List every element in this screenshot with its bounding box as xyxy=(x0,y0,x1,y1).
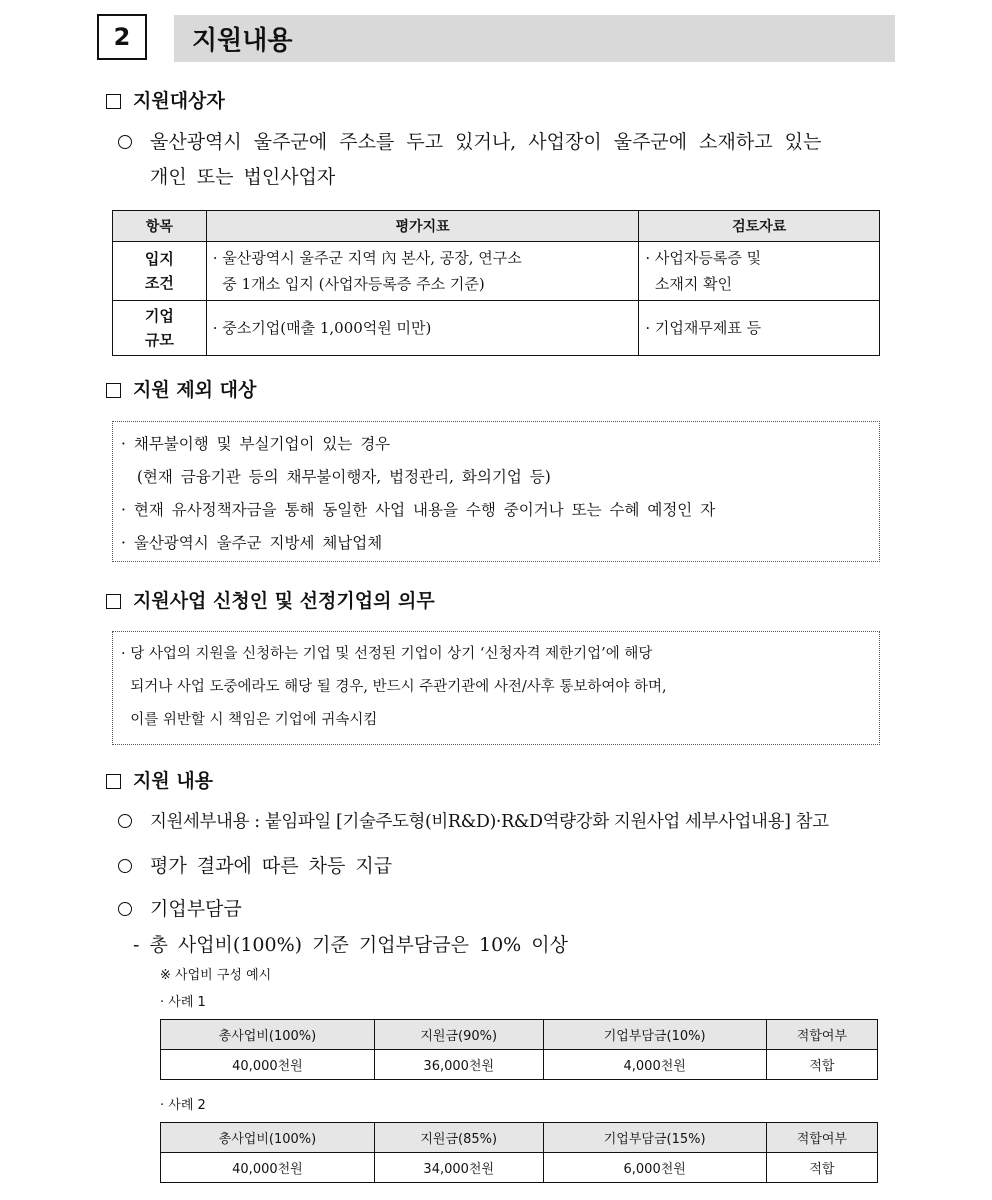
support-bullet-text: 평가 결과에 따른 차등 지급 xyxy=(150,855,393,877)
table-header-cell: 총사업비(100%) xyxy=(161,1123,375,1153)
case-label: · 사례 2 xyxy=(160,1098,206,1113)
item-line: 입지 xyxy=(144,250,174,268)
table-row xyxy=(113,242,880,301)
eligibility-bullet-line2: 개인 또는 법인사업자 xyxy=(150,166,336,188)
table-cell: 34,000천원 xyxy=(374,1153,543,1183)
review-line: · 사업자등록증 및 xyxy=(645,249,762,267)
support-bullet-text: 지원세부내용 : 붙임파일 [기술주도형(비R&D)·R&D역량강화 지원사업 세부사업내용] 참고 xyxy=(150,812,829,832)
eligibility-bullet-line1: 울산광역시 울주군에 주소를 두고 있거나, 사업장이 울주군에 소재하고 있는 xyxy=(150,131,822,153)
table-header-cell: 적합여부 xyxy=(766,1020,877,1050)
table-cell: 40,000천원 xyxy=(161,1153,375,1183)
exclusion-line: · 울산광역시 울주군 지방세 체납업체 xyxy=(121,534,383,552)
table-cell: 40,000천원 xyxy=(161,1050,375,1080)
case-table xyxy=(160,1122,878,1183)
table-cell: 36,000천원 xyxy=(374,1050,543,1080)
obligation-heading-text: 지원사업 신청인 및 선정기업의 의무 xyxy=(133,590,435,612)
table-indicator-cell xyxy=(206,242,639,301)
table-header-row xyxy=(161,1123,878,1153)
section-title-text: 지원내용 xyxy=(192,26,293,56)
section-number: 2 xyxy=(97,14,147,60)
table-item-cell xyxy=(113,301,207,356)
circle-bullet-icon xyxy=(118,902,132,916)
table-header-cell: 지원금(90%) xyxy=(374,1020,543,1050)
support-bullet xyxy=(118,851,392,878)
obligation-box xyxy=(112,631,880,745)
exclusion-line: · 현재 유사정책자금을 통해 동일한 사업 내용을 수행 중이거나 또는 수혜 예정인 자 xyxy=(121,501,716,519)
circle-bullet-icon xyxy=(118,814,132,828)
case-table xyxy=(160,1019,878,1080)
exclusion-heading-text: 지원 제외 대상 xyxy=(133,379,257,401)
example-note: ※ 사업비 구성 예시 xyxy=(160,968,272,983)
table-indicator-cell xyxy=(206,301,639,356)
support-sub-bullet: - 총 사업비(100%) 기준 기업부담금은 10% 이상 xyxy=(133,934,568,956)
eligibility-table xyxy=(112,210,880,356)
eligibility-heading-text: 지원대상자 xyxy=(133,90,225,112)
review-line: 소재지 확인 xyxy=(645,275,733,293)
exclusion-box xyxy=(112,421,880,562)
indicator-line: 중 1개소 입지 (사업자등록증 주소 기준) xyxy=(212,275,485,293)
obligation-heading xyxy=(106,586,435,613)
item-line: 규모 xyxy=(144,331,174,349)
checkbox-icon xyxy=(106,94,121,109)
exclusion-heading xyxy=(106,375,256,402)
checkbox-icon xyxy=(106,594,121,609)
circle-bullet-icon xyxy=(118,859,132,873)
table-header-row xyxy=(161,1020,878,1050)
table-cell: 4,000천원 xyxy=(543,1050,766,1080)
exclusion-line: · 채무불이행 및 부실기업이 있는 경우 xyxy=(121,435,391,453)
table-review-cell xyxy=(639,242,880,301)
table-cell: 6,000천원 xyxy=(543,1153,766,1183)
case-label: · 사례 1 xyxy=(160,995,206,1010)
table-header-cell: 검토자료 xyxy=(639,211,880,242)
table-header-cell: 지원금(85%) xyxy=(374,1123,543,1153)
obligation-line: 되거나 사업 도중에라도 해당 될 경우, 반드시 주관기관에 사전/사후 통보하여야 하며, xyxy=(121,679,667,695)
section-title xyxy=(174,15,895,62)
table-cell: 적합 xyxy=(766,1153,877,1183)
table-header-cell: 기업부담금(15%) xyxy=(543,1123,766,1153)
obligation-line: 이를 위반할 시 책임은 기업에 귀속시킴 xyxy=(121,712,378,728)
support-bullet xyxy=(118,808,829,833)
eligibility-bullet xyxy=(118,127,898,154)
table-row xyxy=(113,301,880,356)
table-header-cell: 적합여부 xyxy=(766,1123,877,1153)
table-header-cell: 항목 xyxy=(113,211,207,242)
indicator-line: · 울산광역시 울주군 지역 內 본사, 공장, 연구소 xyxy=(212,249,522,267)
table-row xyxy=(161,1153,878,1183)
table-header-cell: 평가지표 xyxy=(206,211,639,242)
table-item-cell xyxy=(113,242,207,301)
circle-bullet-icon xyxy=(118,135,132,149)
table-cell: 적합 xyxy=(766,1050,877,1080)
support-heading xyxy=(106,766,213,793)
support-heading-text: 지원 내용 xyxy=(133,770,214,792)
eligibility-heading xyxy=(106,86,225,113)
obligation-line: · 당 사업의 지원을 신청하는 기업 및 선정된 기업이 상기 ‘신청자격 제한기업’에 해당 xyxy=(121,646,653,662)
table-header-row xyxy=(113,211,880,242)
item-line: 조건 xyxy=(144,274,174,292)
exclusion-line: (현재 금융기관 등의 채무불이행자, 법정관리, 화의기업 등) xyxy=(121,468,551,486)
support-bullet xyxy=(118,894,242,921)
item-line: 기업 xyxy=(144,307,174,325)
review-line: · 기업재무제표 등 xyxy=(645,319,762,337)
checkbox-icon xyxy=(106,774,121,789)
support-bullet-text: 기업부담금 xyxy=(150,898,242,920)
indicator-line: · 중소기업(매출 1,000억원 미만) xyxy=(212,319,432,337)
table-row xyxy=(161,1050,878,1080)
table-review-cell xyxy=(639,301,880,356)
checkbox-icon xyxy=(106,383,121,398)
table-header-cell: 총사업비(100%) xyxy=(161,1020,375,1050)
table-header-cell: 기업부담금(10%) xyxy=(543,1020,766,1050)
